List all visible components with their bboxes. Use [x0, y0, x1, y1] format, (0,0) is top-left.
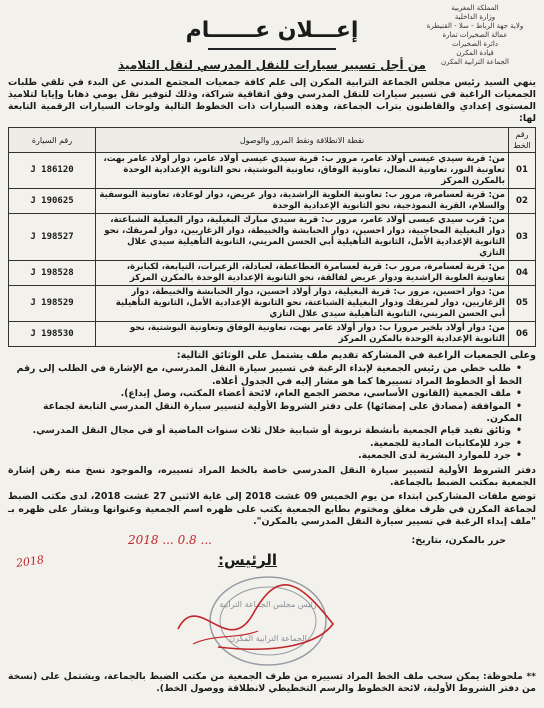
route-description: من: قرية لعسامرة، مرور ب: تعاونية العلوية الراشدية، دوار عريض، دوار لوعادة، تعاونية البوسفية والسلام، القرية النموذجية، نحو الثانوية الإعدادية الوحدة	[96, 189, 509, 214]
page-subtitle: من أجل تسيير سيارات للنقل المدرسي لنقل التلاميذ	[118, 58, 426, 72]
table-row	[9, 261, 536, 286]
table-row	[9, 322, 536, 347]
vehicle-plate: J 198527	[9, 214, 96, 261]
vehicle-plate: J 186120	[9, 153, 96, 189]
header-line-number: رقم الخط	[509, 128, 536, 153]
list-item: • وثائق تفيد قيام الجمعية بأنشطة تربوية أو شبابية خلال ثلاث سنوات الماضية أو في مجال النقل المدرسي.	[8, 425, 522, 437]
vehicle-plate: J 198530	[9, 322, 96, 347]
president-label: الرئيس:	[218, 550, 278, 569]
table-row	[9, 286, 536, 322]
caid-line: قيادة المكرن	[456, 49, 494, 57]
list-item: • جرد للإمكانيات المادية للجمعية.	[8, 438, 522, 450]
official-stamp-icon	[158, 569, 358, 669]
deadline-paragraph: توضع ملفات المشاركين ابتداء من يوم الخميس 09 غشت 2018 إلى غاية الاثنين 27 غشت 2018، لدى مكتب الضبط لجماعة المكرن في ظرف مغلق ومختوم بطابع الجمعية يكتب على ظهره اسم الجمعية وعنوانها ويشار على ظهره بـ "ملف إبداء الرغبة في تسيير سيارة النقل المدرسي بالمكرن".	[8, 491, 536, 528]
route-description: من: دوار أولاد بلخير مرورا ب: دوار أولاد عامر بهت، تعاونية الوفاق وتعاونية البوشتية، نحو الثانوية الإعدادية الوحدة بالمكرن المركز	[96, 322, 509, 347]
conditions-paragraph: دفتر الشروط الأولية لتسيير سيارة النقل المدرسي خاصة بالخط المراد تسييره، والموجود نسخ منه رهن إشارة الجمعية بمكتب الضبط بالجماعة.	[8, 464, 536, 489]
table-row	[9, 214, 536, 261]
routes-table	[8, 127, 536, 347]
commune-line: الجماعة الترابية المكرن	[441, 58, 509, 66]
line-number: 03	[509, 214, 536, 261]
list-item: • الموافقة (مصادق على إمضائها) على دفتر الشروط الأولية لتسيير سيارة النقل المدرسي التابعة لجماعة المكرن.	[8, 401, 522, 426]
header-route: نقطة الانطلاقة ونقط المرور والوصول	[96, 128, 509, 153]
region-line: ولاية جهة الرباط - سلا - القنيطرة	[426, 22, 524, 30]
table-row	[9, 153, 536, 189]
route-description: من: قرية سيدي عيسى أولاد عامر، مرور ب: قرية سيدي عيسى أولاد عامر، دوار أولاد عامر بهت، تعاونية النور، تعاونية النضال، تعاونية الوفاق، تعاونية البوشتية، نحو الثانوية الإعدادية الوحدة بالمكرن المركز	[96, 153, 509, 189]
line-number: 02	[509, 189, 536, 214]
kingdom-line: المملكة المغربية	[451, 4, 499, 12]
date-line: حرر بالمكرن، بتاريخ:	[411, 534, 506, 546]
documents-list	[8, 363, 536, 462]
header-plate: رقم السيارة	[9, 128, 96, 153]
handwritten-date: 2018 ... 0.8 ...	[128, 532, 212, 547]
stamp-top-text: رئيس مجلس الجماعة الترابية	[219, 599, 317, 609]
route-description: من: دوار احسين، مرور ب: قرية البغيلية، دوار أولاد احسين، دوار الحبابشة والخبيطة، دوار الزغاريين، دوار لمريقك ودوار البغيلية الشباعتة، نحو الثانوية الإعدادية الأمل، الثانوية التأهيلية أبي الحسن المريني، الثانوية التأهيلية سيدي علال التازي	[96, 286, 509, 322]
documents-intro: وعلى الجمعيات الراغبة في المشاركة تقديم ملف يشتمل على الوثائق التالية:	[176, 350, 536, 361]
stamp-bottom-text: الجماعة الترابية المكرن	[229, 633, 307, 643]
route-description: من: قرب سيدي عيسى أولاد عامر، مرور ب: قرية سيدي مبارك البغيلية، دوار البغيلية الشباعتة، دوار البغيلية المحاجبية، دوار احسين، دوار الحبابشة والخبيطة، دوار الزغاريين، دوار لمريقك، نحو الثانوية الإعدادية الأمل، الثانوية التأهيلية أبي الحسن المريني، الثانوية التأهيلية سيدي علال التازي	[96, 214, 509, 261]
title-underline	[208, 48, 336, 50]
signature-block	[8, 531, 536, 671]
vehicle-plate: J 198529	[9, 286, 96, 322]
table-header-row	[9, 128, 536, 153]
line-number: 04	[509, 261, 536, 286]
list-item: • جرد للموارد البشرية لدى الجمعية.	[8, 450, 522, 462]
intro-paragraph: ينهي السيد رئيس مجلس الجماعة الترابية المكرن إلى علم كافة جمعيات المجتمع المدني عن البدء في تلقي طلبات الجمعيات الراغبة في تسيير سيارات للنقل المدرسي وفق اتفاقية شراكة، وذلك لتوفير نقل يومي ذهابا وإيابا لتلاميذ المستوى إعدادي والقاطنون بتراب الجماعة، وهذه السيارات ذات الخطوط التالية ولوحات السيارات الرقمية التابعة لها:	[8, 77, 536, 124]
province-line: عمالة الصخيرات تمارة	[442, 31, 508, 39]
line-number: 06	[509, 322, 536, 347]
list-item: • طلب خطي من رئيس الجمعية لإبداء الرغبة في تسيير سيارة النقل المدرسي، مع الإشارة في الطلب إلى رقم الخط أو الخطوط المراد تسييرها كما هو مشار إليه في الجدول أعلاه.	[8, 363, 522, 388]
footnote: ** ملحوظة: يمكن سحب ملف الخط المراد تسييره من طرف الجمعية من مكتب الضبط بالجماعة، ويشتمل على (نسخة من دفتر الشروط الأولية، لائحة الخطوط والرسم التخطيطي لانطلاقة ووصول الخط).	[8, 670, 536, 695]
line-number: 05	[509, 286, 536, 322]
vehicle-plate: J 190625	[9, 189, 96, 214]
list-item: • ملف الجمعية (القانون الأساسي، محضر الجمع العام، لائحة أعضاء المكتب، وصل إيداع).	[8, 388, 522, 400]
ministry-line: وزارة الداخلية	[454, 13, 496, 21]
page-title: إعـــلان عــــــام	[185, 18, 359, 43]
handwritten-year: 2018	[15, 552, 45, 570]
circle-line: دائرة الصخيرات	[452, 40, 498, 48]
table-row	[9, 189, 536, 214]
line-number: 01	[509, 153, 536, 189]
route-description: من: قرية لعسامرة، مرور ب: قرية لعسامرة العطاعطة، لعبادلة، الزعيرات، التيابعة، لكبابرة، تعاونية العلوية الراشدية ودوار عريض لفالقة، نحو الثانوية الإعدادية الوحدة بالمكرن المركز	[96, 261, 509, 286]
vehicle-plate: J 198528	[9, 261, 96, 286]
